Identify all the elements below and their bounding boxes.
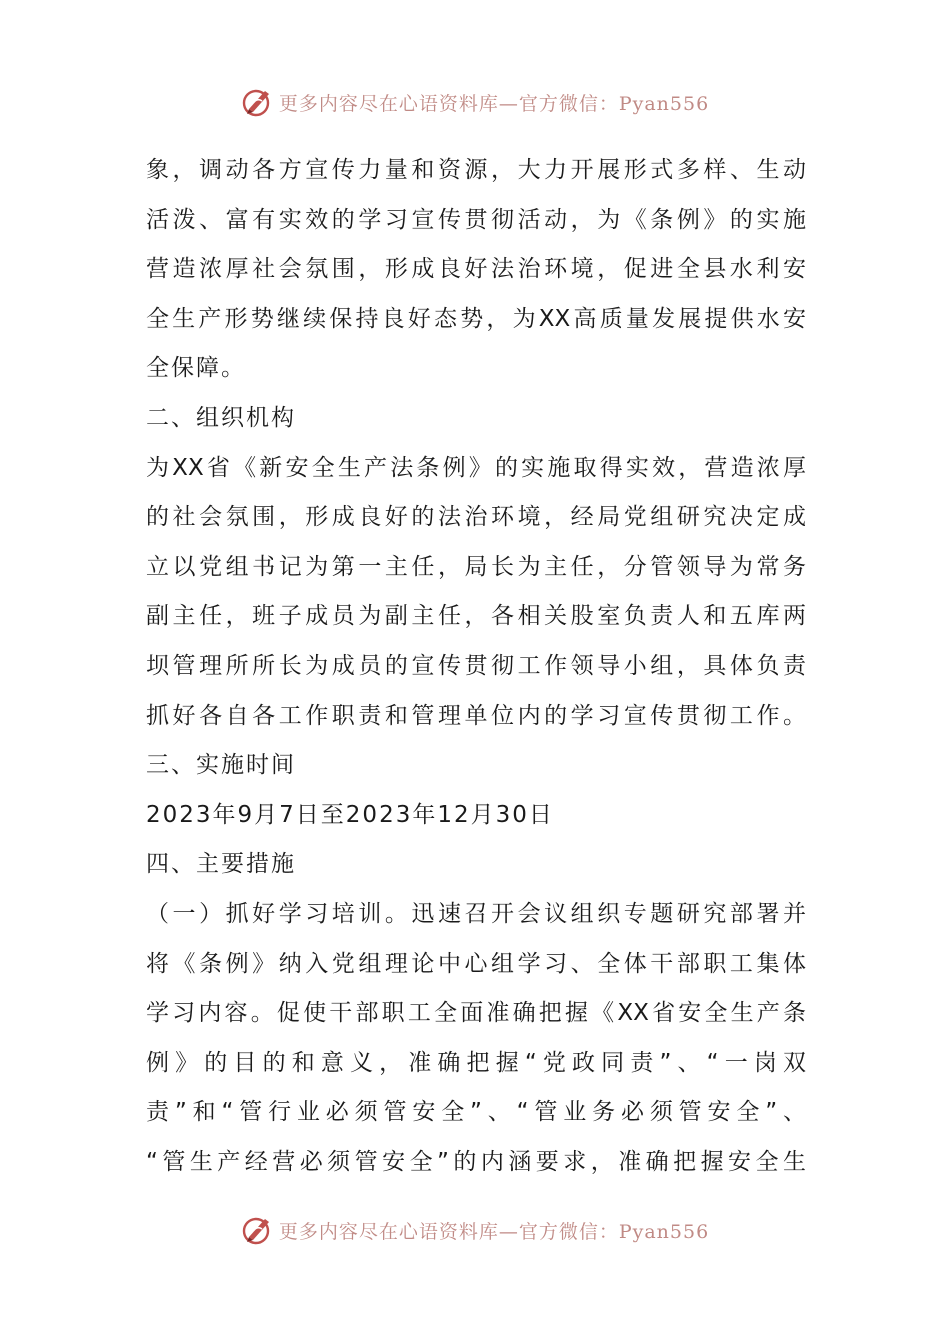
body-text-line: 三、实施时间 [146,752,296,779]
body-text-line: 全保障。 [146,355,246,382]
body-text-line: 将《条例》纳入党组理论中心组学习、全体干部职工集体 [146,950,806,977]
document-body [146,146,806,1187]
footer-watermark-banner [0,1210,950,1250]
body-text-line: 二、组织机构 [146,404,296,431]
body-text-line: 2023年9月7日至2023年12月30日 [146,801,554,828]
body-text-line: 四、主要措施 [146,851,296,878]
body-text-line: （一）抓好学习培训。迅速召开会议组织专题研究部署并 [146,900,806,927]
body-text-line: “管生产经营必须管安全”的内涵要求，准确把握安全生 [146,1148,806,1175]
body-text-line: 例》的目的和意义，准确把握“党政同责”、“一岗双 [146,1049,806,1076]
body-text-line: 坝管理所所长为成员的宣传贯彻工作领导小组，具体负责 [146,652,806,679]
body-text-line: 立以党组书记为第一主任，局长为主任，分管领导为常务 [146,553,806,580]
pen-logo-icon [241,85,275,119]
footer-watermark-text: 更多内容尽在心语资料库—官方微信：Pyan556 [278,1220,710,1243]
body-text-line: 副主任，班子成员为副主任，各相关股室负责人和五库两 [146,603,806,630]
body-text-line: 为XX省《新安全生产法条例》的实施取得实效，营造浓厚 [146,454,806,481]
body-text-line: 营造浓厚社会氛围，形成良好法治环境，促进全县水利安 [146,256,806,283]
body-text-line: 活泼、富有实效的学习宣传贯彻活动，为《条例》的实施 [146,206,806,233]
body-text-line: 的社会氛围，形成良好的法治环境，经局党组研究决定成 [146,504,806,531]
body-text-line: 抓好各自各工作职责和管理单位内的学习宣传贯彻工作。 [146,702,806,729]
header-watermark-banner [0,82,950,122]
body-text-line: 责”和“管行业必须管安全”、“管业务必须管安全”、 [146,1099,806,1126]
body-text-line: 全生产形势继续保持良好态势，为XX高质量发展提供水安 [146,305,806,332]
body-text-line: 学习内容。促使干部职工全面准确把握《XX省安全生产条 [146,1000,806,1027]
pen-logo-icon [241,1213,275,1247]
header-watermark-text: 更多内容尽在心语资料库—官方微信：Pyan556 [278,92,710,115]
body-text-line: 象，调动各方宣传力量和资源，大力开展形式多样、生动 [146,157,806,183]
